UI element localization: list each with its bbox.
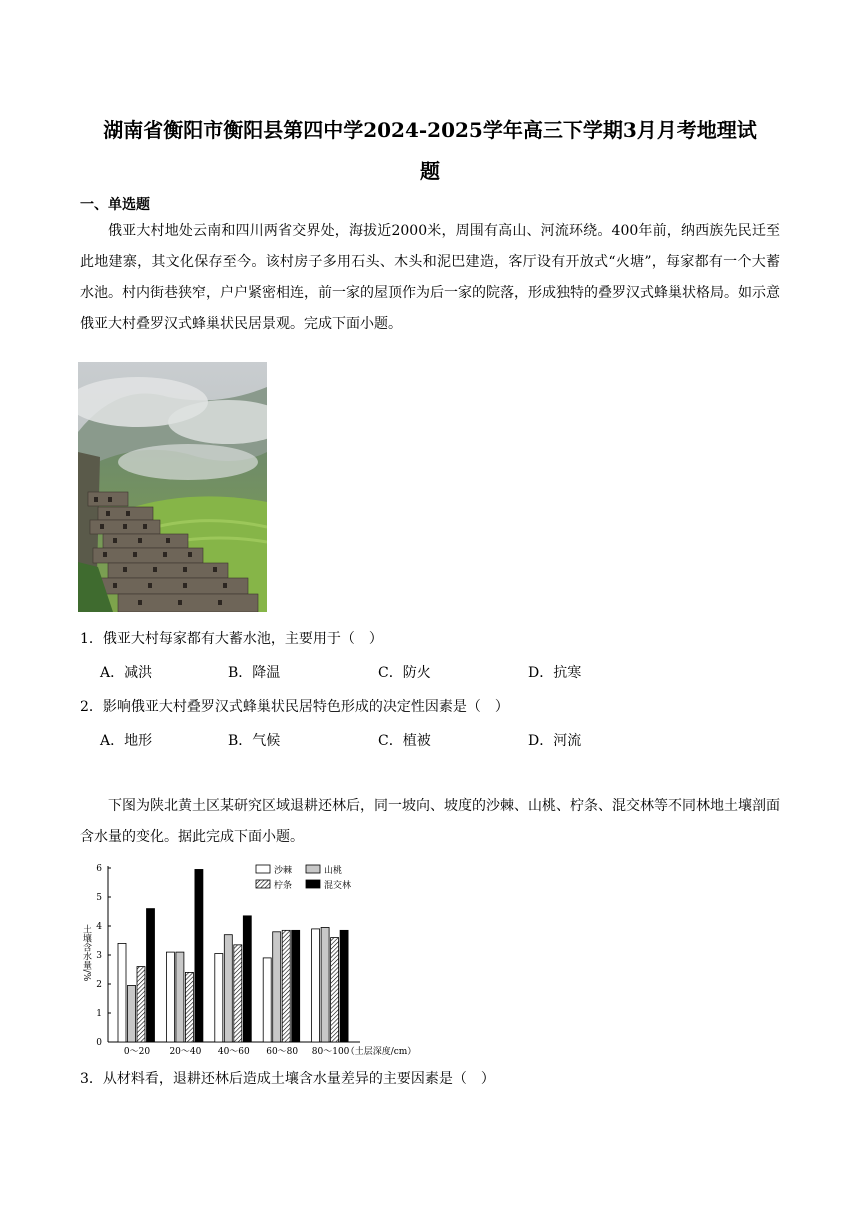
chart-bar xyxy=(292,930,300,1042)
chart-bar xyxy=(118,943,126,1042)
chart-bar xyxy=(243,916,251,1042)
chart-legend-swatch xyxy=(306,880,320,888)
chart-bar xyxy=(166,952,174,1042)
chart-bar xyxy=(321,927,329,1042)
chart-bar xyxy=(185,972,193,1042)
question-2-option-c[interactable]: C．植被 xyxy=(378,733,431,749)
question-3-stem: 3．从材料看，退耕还林后造成土壤含水量差异的主要因素是（ ） xyxy=(80,1071,495,1087)
chart-x-tick-label: 20～40 xyxy=(169,1047,202,1057)
chart-legend-label: 沙棘 xyxy=(274,866,293,876)
question-1-option-b[interactable]: B．降温 xyxy=(228,665,281,681)
chart-bar xyxy=(263,958,271,1042)
chart-bar xyxy=(331,938,339,1042)
passage-soil-moisture: 下图为陕北黄土区某研究区域退耕还林后，同一坡向、坡度的沙棘、山桃、柠条、混交林等不同林地土壤剖面含水量的变化。据此完成下面小题。 xyxy=(80,798,780,845)
chart-y-tick-label: 0 xyxy=(96,1038,102,1048)
chart-bar xyxy=(340,930,348,1042)
chart-y-tick-label: 4 xyxy=(96,922,102,932)
chart-bar xyxy=(224,935,232,1042)
chart-bar xyxy=(273,932,281,1042)
question-2-option-a[interactable]: A．地形 xyxy=(100,733,153,749)
chart-x-tick-label: 60～80 xyxy=(266,1047,299,1057)
chart-legend-swatch xyxy=(306,865,320,873)
chart-y-tick-label: 5 xyxy=(96,893,102,903)
chart-legend-swatch xyxy=(256,865,270,873)
chart-bar xyxy=(234,945,242,1042)
chart-legend-label: 柠条 xyxy=(274,881,293,891)
question-2-stem: 2．影响俄亚大村叠罗汉式蜂巢状民居特色形成的决定性因素是（ ） xyxy=(80,699,509,715)
question-1-option-c[interactable]: C．防火 xyxy=(378,665,431,681)
chart-bar xyxy=(282,930,290,1042)
chart-y-tick-label: 3 xyxy=(96,951,102,961)
soil-moisture-chart xyxy=(78,858,438,1058)
passage-eya-village: 俄亚大村地处云南和四川两省交界处，海拔近2000米，周围有高山、河流环绕。400年前，纳西族先民迁至此地建寨，其文化保存至今。该村房子多用石头、木头和泥巴建造，客厅设有开放式“火塘”，每家都有一个大蓄水池。村内街巷狭窄，户户紧密相连，前一家的屋顶作为后一家的院落，形成独特的叠罗汉式蜂巢状格局。如示意俄亚大村叠罗汉式蜂巢状民居景观。完成下面小题。 xyxy=(80,223,780,332)
chart-bar xyxy=(147,909,155,1042)
chart-legend-label: 山桃 xyxy=(324,866,343,876)
chart-bar xyxy=(128,985,136,1042)
chart-bar xyxy=(176,952,184,1042)
exam-title-line2: 题 xyxy=(420,159,440,183)
section-label: 一、单选题 xyxy=(80,197,150,213)
question-2-option-b[interactable]: B．气候 xyxy=(228,733,281,749)
question-1-option-d[interactable]: D．抗寒 xyxy=(528,665,582,681)
question-1-option-a[interactable]: A．减洪 xyxy=(100,665,153,681)
chart-x-tick-label: 0～20 xyxy=(123,1047,151,1057)
question-2-option-d[interactable]: D．河流 xyxy=(528,733,582,749)
exam-title-line1: 湖南省衡阳市衡阳县第四中学2024-2025学年高三下学期3月月考地理试 xyxy=(103,118,757,142)
chart-x-tick-label: 40～60 xyxy=(217,1047,250,1057)
chart-legend-swatch xyxy=(256,880,270,888)
chart-y-tick-label: 1 xyxy=(96,1009,102,1019)
chart-bar xyxy=(195,869,203,1042)
chart-bar xyxy=(312,929,320,1042)
chart-bar xyxy=(137,967,145,1042)
question-1-stem: 1．俄亚大村每家都有大蓄水池，主要用于（ ） xyxy=(80,631,383,647)
chart-bar xyxy=(215,954,223,1042)
chart-y-tick-label: 2 xyxy=(96,980,102,990)
chart-y-tick-label: 6 xyxy=(96,864,102,874)
chart-legend-label: 混交林 xyxy=(324,881,352,891)
village-photo xyxy=(78,362,267,612)
chart-x-axis-label: （土层深度/cm） xyxy=(345,1047,417,1057)
chart-y-axis-label: 土壤含水量/% xyxy=(81,924,91,982)
chart-x-tick-label: 80～100 xyxy=(311,1047,350,1057)
